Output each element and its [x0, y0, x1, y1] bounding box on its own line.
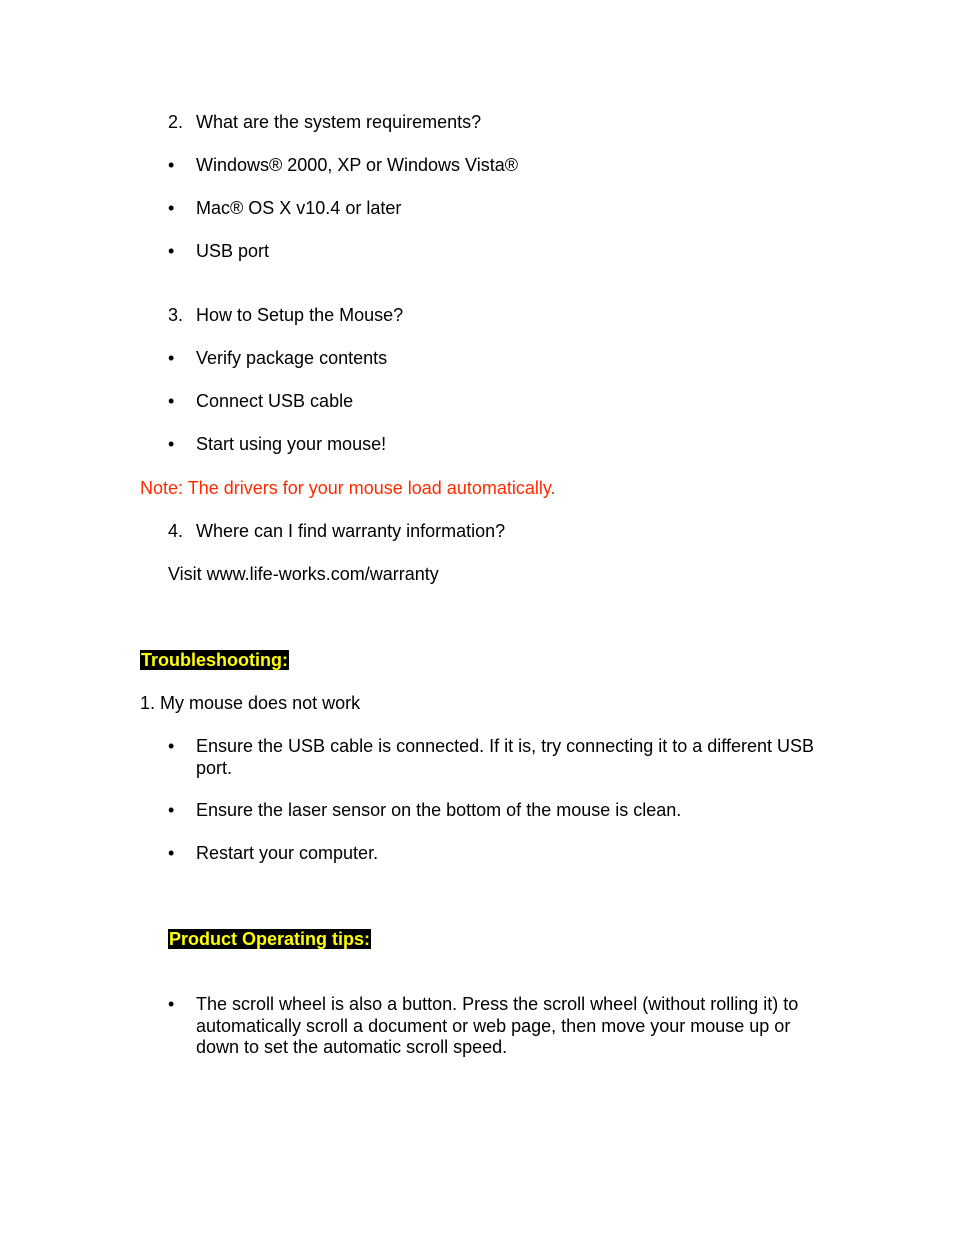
question-number: 3.	[168, 305, 184, 325]
troubleshooting-heading	[140, 650, 289, 671]
list-item-text: Verify package contents	[196, 348, 388, 368]
list-item-text: Ensure the USB cable is connected. If it is, try connecting it to a different USB port.	[196, 736, 814, 778]
bullet-icon: •	[168, 843, 175, 863]
list-item-text: Start using your mouse!	[196, 434, 387, 454]
troubleshooting-issue: 1. My mouse does not work	[140, 693, 361, 713]
question-text: Where can I find warranty information?	[196, 521, 506, 541]
bullet-icon: •	[168, 241, 175, 261]
list-item-text: The scroll wheel is also a button. Press the scroll wheel (without rolling it) to automatically scroll a document or web page, then move your mouse up or down to set the automatic scroll speed.	[196, 994, 799, 1057]
bullet-icon: •	[168, 736, 175, 756]
question-number: 4.	[168, 521, 184, 541]
bullet-icon: •	[168, 198, 175, 218]
bullet-icon: •	[168, 994, 175, 1014]
list-item-text: Restart your computer.	[196, 843, 379, 863]
bullet-icon: •	[168, 348, 175, 368]
list-item-text: Windows® 2000, XP or Windows Vista®	[196, 155, 518, 175]
bullet-icon: •	[168, 800, 175, 820]
bullet-icon: •	[168, 391, 175, 411]
warranty-answer: Visit www.life-works.com/warranty	[168, 564, 439, 584]
question-text: What are the system requirements?	[196, 112, 482, 132]
troubleshooting-heading-text: Troubleshooting:	[141, 650, 288, 670]
tips-heading-text: Product Operating tips:	[169, 929, 371, 949]
tips-heading	[168, 929, 371, 950]
question-text: How to Setup the Mouse?	[196, 305, 404, 325]
question-number: 2.	[168, 112, 184, 132]
bullet-icon: •	[168, 434, 175, 454]
list-item-text: USB port	[196, 241, 270, 261]
list-item-text: Ensure the laser sensor on the bottom of the mouse is clean.	[196, 800, 682, 820]
bullet-icon: •	[168, 155, 175, 175]
list-item-text: Connect USB cable	[196, 391, 354, 411]
driver-note: Note: The drivers for your mouse load automatically.	[140, 478, 556, 498]
list-item-text: Mac® OS X v10.4 or later	[196, 198, 402, 218]
